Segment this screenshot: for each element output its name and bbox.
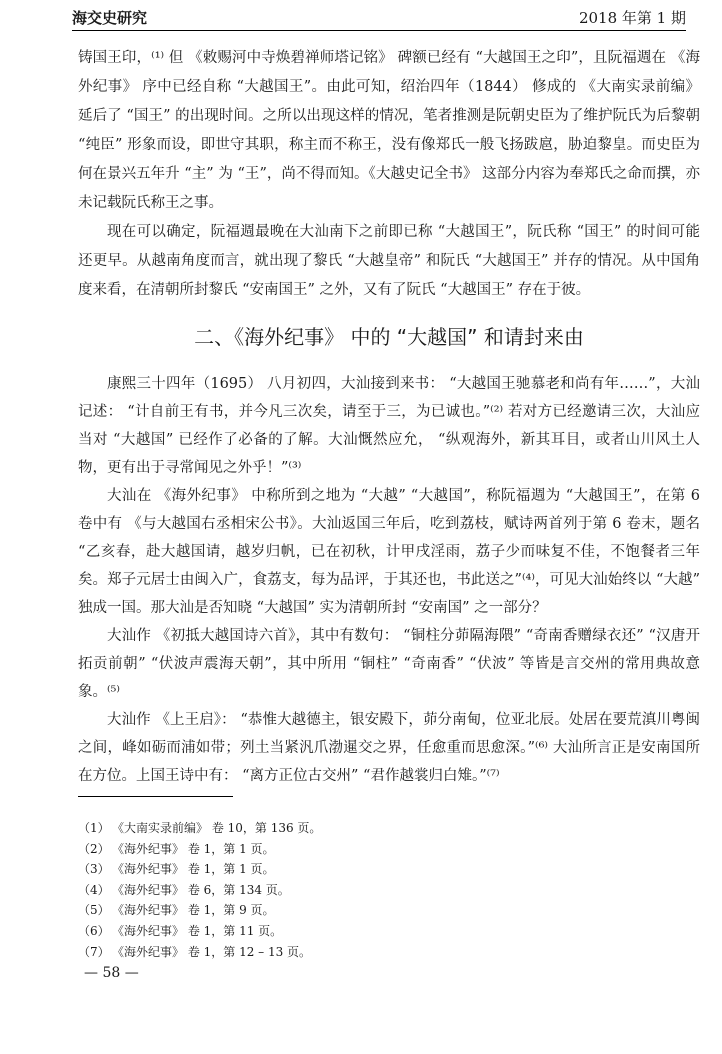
footnote xyxy=(78,942,678,963)
footnote xyxy=(78,880,678,901)
paragraph: 大汕作 《上王启》： “恭惟大越德主，银安殿下，茆分南甸，位亚北辰。处居在要荒滇川粤闽之间，峰如砺而浦如带；列土当紧汎爪渤暹交之界，任愈重而思愈深。”⁽⁶⁾ 大汕所言正是安南国所在方位。上国王诗中有： “离方正位古交州” “君作越裳归白雉。”⁽⁷⁾ xyxy=(78,712,700,784)
footnote-number: （1） xyxy=(78,821,110,835)
footnotes xyxy=(78,818,678,962)
body-text-bottom xyxy=(78,370,700,790)
footnote-number: （7） xyxy=(78,944,110,959)
footnote-text: 《海外纪事》 卷 1，第 1 页。 xyxy=(112,862,275,877)
footnote-text: 《海外纪事》 卷 1，第 12 – 13 页。 xyxy=(112,944,312,959)
footnote xyxy=(78,921,678,942)
body-text-top xyxy=(78,44,700,305)
section-heading: 二、《海外纪事》 中的 “大越国” 和请封来由 xyxy=(194,325,584,349)
issue-label: 2018 年第 1 期 xyxy=(578,9,686,27)
footnote-text: 《海外纪事》 卷 1，第 9 页。 xyxy=(112,903,275,918)
paragraph: 现在可以确定，阮福週最晚在大汕南下之前即已称 “大越国王”，阮氏称 “国王” 的时间可能还更早。从越南角度而言，就出现了黎氏 “大越皇帝” 和阮氏 “大越国王” 并存的情况。从中国角度来看，在清朝所封黎氏 “安南国王” 之外，又有了阮氏 “大越国王” 存在于彼。 xyxy=(78,224,700,298)
journal-title: 海交史研究 xyxy=(72,9,148,27)
footnote-number: （6） xyxy=(78,923,110,938)
footnote xyxy=(78,859,678,880)
footnote xyxy=(78,900,678,921)
running-header xyxy=(72,4,686,31)
footnote-text: 《海外纪事》 卷 6，第 134 页。 xyxy=(112,882,290,897)
footnote-text: 《海外纪事》 卷 1，第 1 页。 xyxy=(112,841,275,856)
footnote-text: 《大南实录前编》 卷 10，第 136 页。 xyxy=(112,821,322,835)
footnote xyxy=(78,839,678,860)
paragraph: 康熙三十四年（1695） 八月初四，大汕接到来书： “大越国王驰慕老和尚有年……”，大汕记述： “计自前王有书，并今凡三次矣，请至于三，为已诚也。”⁽²⁾ 若对方已经邀请三次，大汕应当对 “大越国” 已经作了必备的了解。大汕慨然应允， “纵观海外，新其耳目，或者山川风土人物，更有出于寻常闻见之外乎！”⁽³⁾ xyxy=(78,376,700,476)
footnote-text: 《海外纪事》 卷 1，第 11 页。 xyxy=(112,923,283,938)
footnote xyxy=(78,818,678,839)
footnote-number: （2） xyxy=(78,841,110,856)
footnote-number: （5） xyxy=(78,903,110,918)
footnote-divider xyxy=(78,796,233,797)
footnote-number: （3） xyxy=(78,862,110,877)
paragraph: 大汕作 《初抵大越国诗六首》，其中有数句： “铜柱分茆隔海隈” “奇南香赠绿衣还” “汉唐开拓贡前朝” “伏波声震海天朝”，其中所用 “铜柱” “奇南香” “伏波” 等皆是言交州的常用典故意象。⁽⁵⁾ xyxy=(78,628,700,700)
page-number: — 58 — xyxy=(84,965,139,981)
footnote-number: （4） xyxy=(78,882,110,897)
paragraph: 大汕在 《海外纪事》 中称所到之地为 “大越” “大越国”，称阮福週为 “大越国王”，在第 6 卷中有 《与大越国右丞相宋公书》。大汕返国三年后，吃到荔枝，赋诗两首列于第 6 卷末，题名 “乙亥春，赴大越国请，越岁归帆，已在初秋，计甲戌淫雨，荔子少而味复不佳，不饱餐者三年矣。郑子元居士由闽入广，食荔支，每为品评，于其还也，书此送之”⁽⁴⁾，可见大汕始终以 “大越” 独成一国。那大汕是否知晓 “大越国” 实为清朝所封 “安南国” 之一部分？ xyxy=(78,488,700,616)
paragraph: 铸国王印，⁽¹⁾ 但 《敕赐河中寺焕碧禅师塔记铭》 碑额已经有 “大越国王之印”，且阮福週在 《海外纪事》 序中已经自称 “大越国王”。由此可知，绍治四年（1844） 修成的 《大南实录前编》 延后了 “国王” 的出现时间。之所以出现这样的情况，笔者推测是阮朝史臣为了维护阮氏为后黎朝 “纯臣” 形象而设，即世守其职，称主而不称王，没有像郑氏一般飞扬跋扈，胁迫黎皇。而史臣为何在景兴五年升 “主” 为 “王”，尚不得而知。《大越史记全书》 这部分内容为奉郑氏之命而撰，亦未记载阮氏称王之事。 xyxy=(78,50,700,211)
